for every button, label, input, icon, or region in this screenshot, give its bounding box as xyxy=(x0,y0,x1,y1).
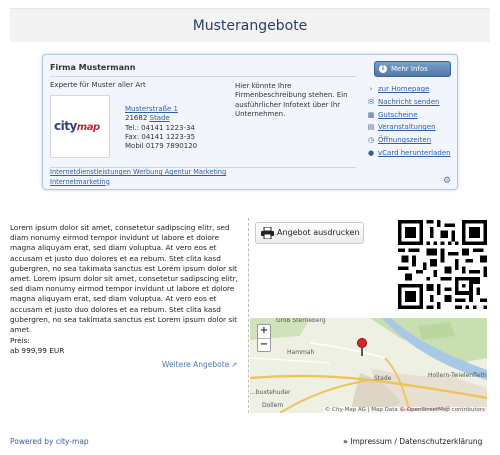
city-link[interactable]: Stade xyxy=(149,114,170,123)
street-link[interactable]: Musterstraße 1 xyxy=(125,105,179,113)
events-link[interactable]: ▤ Veranstaltungen xyxy=(367,123,436,132)
legal-links[interactable]: » Impressum / Datenschutzerklärung xyxy=(343,437,483,446)
company-logo[interactable] xyxy=(50,95,110,158)
fax: Fax: 04141 1223-35 xyxy=(125,132,196,141)
zoom-in-button[interactable]: + xyxy=(259,325,269,336)
page-header xyxy=(10,8,490,42)
price-value: ab 999,99 EUR xyxy=(10,346,65,355)
map-label: Dollern xyxy=(262,402,284,409)
map-label: Groß Sterneberg xyxy=(276,318,326,324)
phone: Tel.: 04141 1223-34 xyxy=(125,123,195,132)
company-address xyxy=(125,105,197,151)
more-info-button[interactable]: i Mehr Infos xyxy=(374,61,451,77)
zoom-out-button[interactable]: − xyxy=(259,339,269,350)
homepage-link[interactable]: › zur Homepage xyxy=(367,85,451,98)
tags-link[interactable]: Internetdienstleistungen Werbung Agentur Marketing xyxy=(50,168,227,176)
company-links xyxy=(367,85,451,162)
map-label: ...buxtehuder xyxy=(250,389,291,396)
person-icon: ● xyxy=(367,148,375,157)
calendar-icon: ▤ xyxy=(367,123,375,132)
chevron-right-icon: › xyxy=(369,85,373,93)
zip: 21682 xyxy=(125,114,148,123)
zoom-control xyxy=(257,324,271,352)
coupons-link[interactable]: ▦ Gutscheine xyxy=(367,110,418,119)
company-tags xyxy=(50,168,226,187)
coupon-icon: ▦ xyxy=(367,110,375,119)
send-message-link[interactable]: ✉ Nachricht senden xyxy=(368,97,440,106)
map-attribution[interactable]: © City-Map AG | Map Data © OpenStreetMap contributors xyxy=(324,407,485,413)
divider xyxy=(50,76,356,77)
printer-icon xyxy=(261,227,274,239)
vcard-download-link[interactable]: ● vCard herunterladen xyxy=(367,148,451,157)
offer-description: Lorem ipsum dolor sit amet, consetetur sadipscing elitr, sed diam nonumy eirmod tempor invidunt ut labore et dolore magna aliquyam erat, sed diam voluptua. At vero eos et accusam et justo duo dolores et ea rebum. Stet clita kasd gubergren, no sea takimata sanctus est Lorem ipsum dolor sit amet. Lorem ipsum dolor sit amet, consetetur sadipscing elitr, sed diam nonumy eirmod tempor invidunt ut labore et dolore magna aliquyam erat, sed diam voluptua. At vero eos et accusam et justo duo dolores et ea rebum. Stet clita kasd gubergren, no sea takimata sanctus est Lorem ipsum dolor sit amet. xyxy=(10,223,238,335)
powered-by-link[interactable]: Powered by city-map xyxy=(10,437,89,446)
column-divider xyxy=(248,218,249,413)
opening-hours-link[interactable]: ◷ Öffnungszeiten xyxy=(367,136,432,145)
qr-code xyxy=(398,220,487,309)
info-icon: i xyxy=(379,65,387,73)
print-offer-button[interactable]: Angebot ausdrucken xyxy=(255,222,364,244)
company-name: Firma Mustermann xyxy=(50,63,136,72)
map-label: Hollern-Twielenfleth xyxy=(428,372,487,379)
company-description: Hier könnte Ihre Firmenbeschreibung stehen. Ein ausführlicher Infotext über Ihr Unternehmen. xyxy=(235,82,348,118)
logo-wordmark: citymap xyxy=(54,119,100,133)
envelope-icon: ✉ xyxy=(368,97,374,106)
company-card xyxy=(42,54,458,190)
location-map[interactable] xyxy=(250,318,487,413)
map-label: Stade xyxy=(374,375,392,382)
pin-stem xyxy=(361,348,363,356)
map-canvas xyxy=(250,318,487,413)
more-offers-link[interactable]: Weitere Angebote ↗ xyxy=(162,360,238,369)
clock-icon: ◷ xyxy=(367,136,375,145)
price-label: Preis: xyxy=(10,336,30,345)
company-tagline: Experte für Muster aller Art xyxy=(50,81,146,89)
map-label: Hammah xyxy=(287,349,315,356)
gear-icon[interactable]: ⚙ xyxy=(443,176,452,186)
page-title: Musterangebote xyxy=(192,18,308,34)
mobile: Mobil 0179 7890120 xyxy=(125,142,198,151)
tags-link[interactable]: Internetmarketing xyxy=(50,177,110,186)
external-link-icon: ↗ xyxy=(231,361,238,369)
location-pin-icon[interactable] xyxy=(357,338,367,348)
